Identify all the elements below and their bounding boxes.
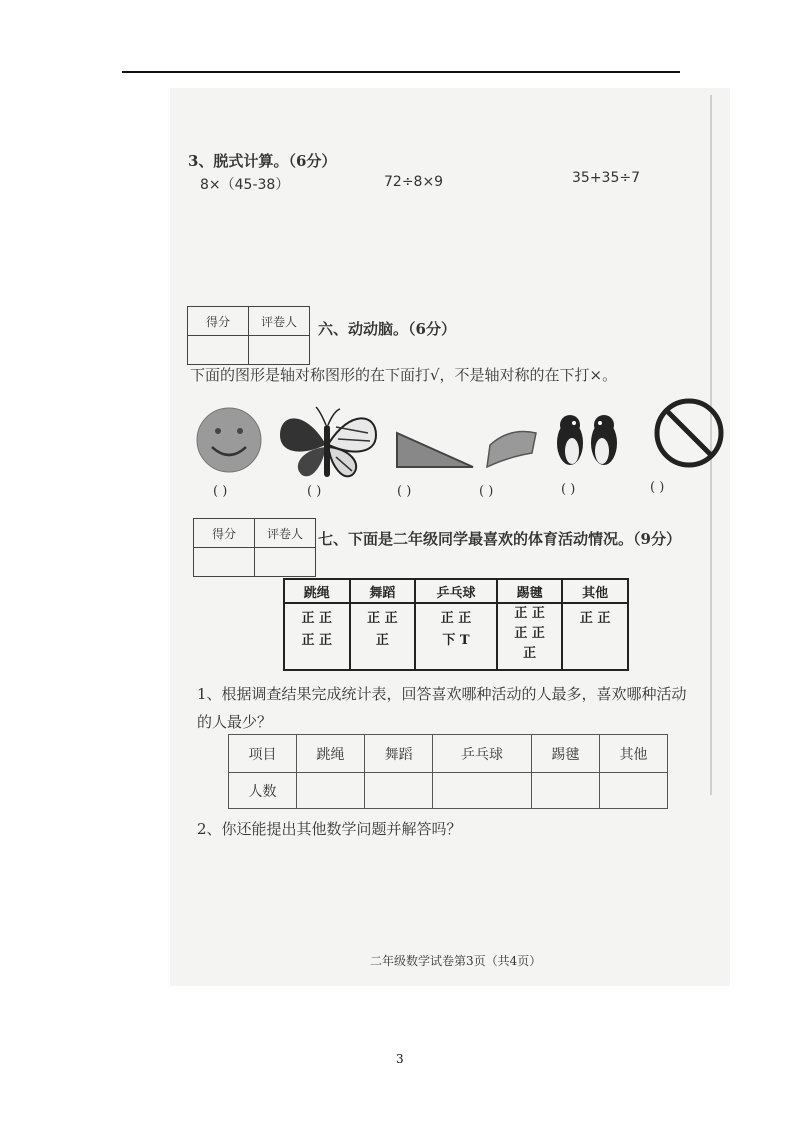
section6-title: 六、动动脑。（6分） [318, 320, 456, 338]
calc-expression-3: 35+35÷7 [572, 170, 640, 186]
stats-count-dance[interactable] [365, 773, 433, 809]
answer-paren-4[interactable]: ( ) [479, 484, 494, 499]
tally-table [283, 578, 629, 671]
tally-mark: 正 正 [440, 611, 472, 626]
tally-mark: 下 T [442, 633, 470, 648]
tally-mark: 正 正 [514, 606, 545, 621]
section7-title: 七、下面是二年级同学最喜欢的体育活动情况。（9分） [318, 530, 681, 548]
stats-table [228, 734, 668, 809]
grader-cell[interactable] [255, 548, 316, 577]
tally-header-shuttlecock: 踢毽 [497, 579, 563, 603]
calc-expression-2: 72÷8×9 [384, 174, 444, 190]
stats-row-label-count: 人数 [229, 773, 297, 809]
stats-count-other[interactable] [599, 773, 667, 809]
answer-paren-5[interactable]: ( ) [561, 482, 576, 497]
score-box-section6 [187, 306, 310, 365]
score-cell[interactable] [194, 548, 255, 577]
stats-count-jump-rope[interactable] [297, 773, 365, 809]
tally-header-jump-rope: 跳绳 [284, 579, 350, 603]
answer-paren-1[interactable]: ( ) [213, 484, 228, 499]
tally-mark: 正 正 [301, 611, 333, 626]
tally-header-other: 其他 [562, 579, 628, 603]
shapes-row [190, 395, 730, 485]
tally-mark: 正 [523, 646, 537, 661]
fan-shape-icon [487, 432, 536, 468]
stats-header-shuttlecock: 踢毽 [531, 735, 599, 773]
tally-mark: 正 正 [367, 611, 398, 626]
question-1: 1、根据调查结果完成统计表，回答喜欢哪种活动的人最多，喜欢哪种活动 [197, 685, 687, 703]
tally-cell-jump-rope [284, 603, 350, 670]
stats-count-shuttlecock[interactable] [531, 773, 599, 809]
answer-paren-2[interactable]: ( ) [307, 484, 322, 499]
page-number: 3 [396, 1052, 404, 1066]
grader-cell[interactable] [249, 336, 310, 365]
tally-cell-dance [350, 603, 416, 670]
tally-header-ping-pong: 乒乓球 [415, 579, 497, 603]
tally-cell-ping-pong [415, 603, 497, 670]
prohibition-sign-icon [657, 401, 721, 465]
section6-instruction: 下面的图形是轴对称图形的在下面打√，不是轴对称的在下打×。 [190, 366, 618, 384]
header-rule [122, 71, 680, 73]
score-cell[interactable] [188, 336, 249, 365]
question-2: 2、你还能提出其他数学问题并解答吗？ [197, 820, 462, 838]
butterfly-icon [280, 407, 376, 477]
answer-paren-6[interactable]: ( ) [650, 480, 665, 495]
score-box-section7 [193, 518, 316, 577]
stats-header-jump-rope: 跳绳 [297, 735, 365, 773]
stats-header-dance: 舞蹈 [365, 735, 433, 773]
stats-header-ping-pong: 乒乓球 [433, 735, 532, 773]
stats-count-ping-pong[interactable] [433, 773, 532, 809]
smiley-face-icon [197, 408, 261, 472]
grader-label: 评卷人 [249, 307, 310, 336]
score-label: 得分 [188, 307, 249, 336]
tally-cell-other [562, 603, 628, 670]
stats-header-other: 其他 [599, 735, 667, 773]
question-1-continued: 的人最少？ [197, 713, 273, 731]
calc-expression-1: 8×（45-38） [200, 177, 290, 193]
exam-page-footer: 二年级数学试卷第3页（共4页） [370, 954, 542, 968]
tally-mark: 正 正 [579, 611, 611, 626]
tally-cell-shuttlecock [497, 603, 563, 670]
tally-mark: 正 正 [514, 626, 545, 641]
score-label: 得分 [194, 519, 255, 548]
tally-header-dance: 舞蹈 [350, 579, 416, 603]
grader-label: 评卷人 [255, 519, 316, 548]
tally-mark: 正 正 [301, 633, 333, 648]
stats-header-item: 项目 [229, 735, 297, 773]
right-triangle-icon [397, 433, 473, 467]
tally-mark: 正 [375, 633, 389, 648]
calc-title: 3、脱式计算。（6分） [188, 152, 337, 170]
two-penguins-icon [557, 415, 617, 465]
answer-paren-3[interactable]: ( ) [397, 484, 412, 499]
